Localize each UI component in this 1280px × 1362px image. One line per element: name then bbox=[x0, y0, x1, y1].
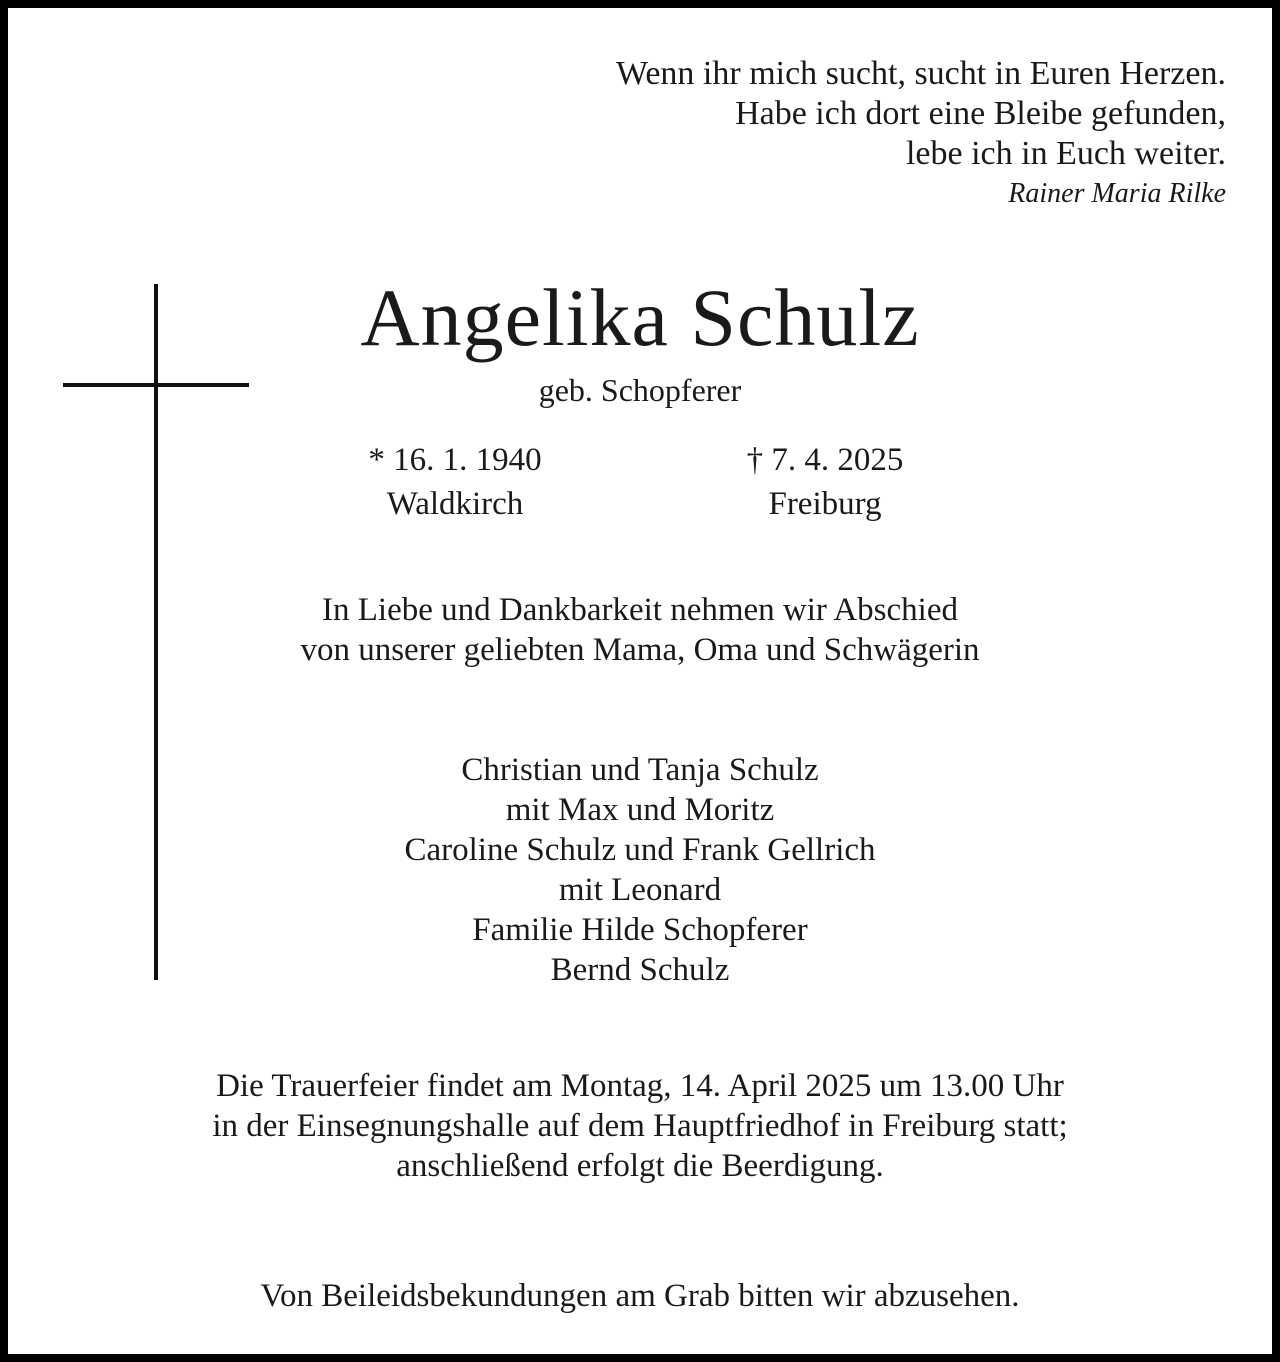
mourner-line: Bernd Schulz bbox=[550, 952, 730, 988]
service-line: Die Trauerfeier findet am Montag, 14. April 2025 um 13.00 Uhr bbox=[216, 1068, 1064, 1104]
mourner-line: Caroline Schulz und Frank Gellrich bbox=[404, 832, 876, 868]
birth-place: Waldkirch bbox=[386, 486, 524, 522]
service-line: in der Einsegnungshalle auf dem Hauptfriedhof in Freiburg statt; bbox=[212, 1108, 1068, 1144]
maiden-name: geb. Schopferer bbox=[538, 372, 742, 408]
farewell-line: In Liebe und Dankbarkeit nehmen wir Abschied bbox=[322, 592, 958, 628]
mourner-line: mit Max und Moritz bbox=[505, 792, 775, 828]
death-place: Freiburg bbox=[768, 486, 882, 522]
death-date: † 7. 4. 2025 bbox=[746, 442, 904, 478]
service-line: anschließend erfolgt die Beerdigung. bbox=[396, 1148, 884, 1184]
deceased-name: Angelika Schulz bbox=[360, 272, 920, 363]
mourners-list bbox=[0, 750, 1280, 990]
birth-info bbox=[305, 438, 605, 526]
farewell-text bbox=[0, 590, 1280, 670]
birth-date: * 16. 1. 1940 bbox=[368, 442, 542, 478]
quote-line: Wenn ihr mich sucht, sucht in Euren Herzen. bbox=[615, 55, 1226, 92]
quote-author: Rainer Maria Rilke bbox=[1008, 178, 1226, 209]
mourner-line: Christian und Tanja Schulz bbox=[461, 752, 819, 788]
quote-line: lebe ich in Euch weiter. bbox=[905, 135, 1226, 172]
closing-line: Von Beileidsbekundungen am Grab bitten wir abzusehen. bbox=[260, 1278, 1020, 1314]
closing-note bbox=[0, 1276, 1280, 1316]
mourner-line: mit Leonard bbox=[558, 872, 722, 908]
mourner-line: Familie Hilde Schopferer bbox=[472, 912, 808, 948]
farewell-line: von unserer geliebten Mama, Oma und Schwägerin bbox=[300, 632, 980, 668]
service-info bbox=[0, 1066, 1280, 1186]
death-info bbox=[675, 438, 975, 526]
quote-block bbox=[616, 54, 1226, 212]
quote-line: Habe ich dort eine Bleibe gefunden, bbox=[735, 95, 1226, 132]
